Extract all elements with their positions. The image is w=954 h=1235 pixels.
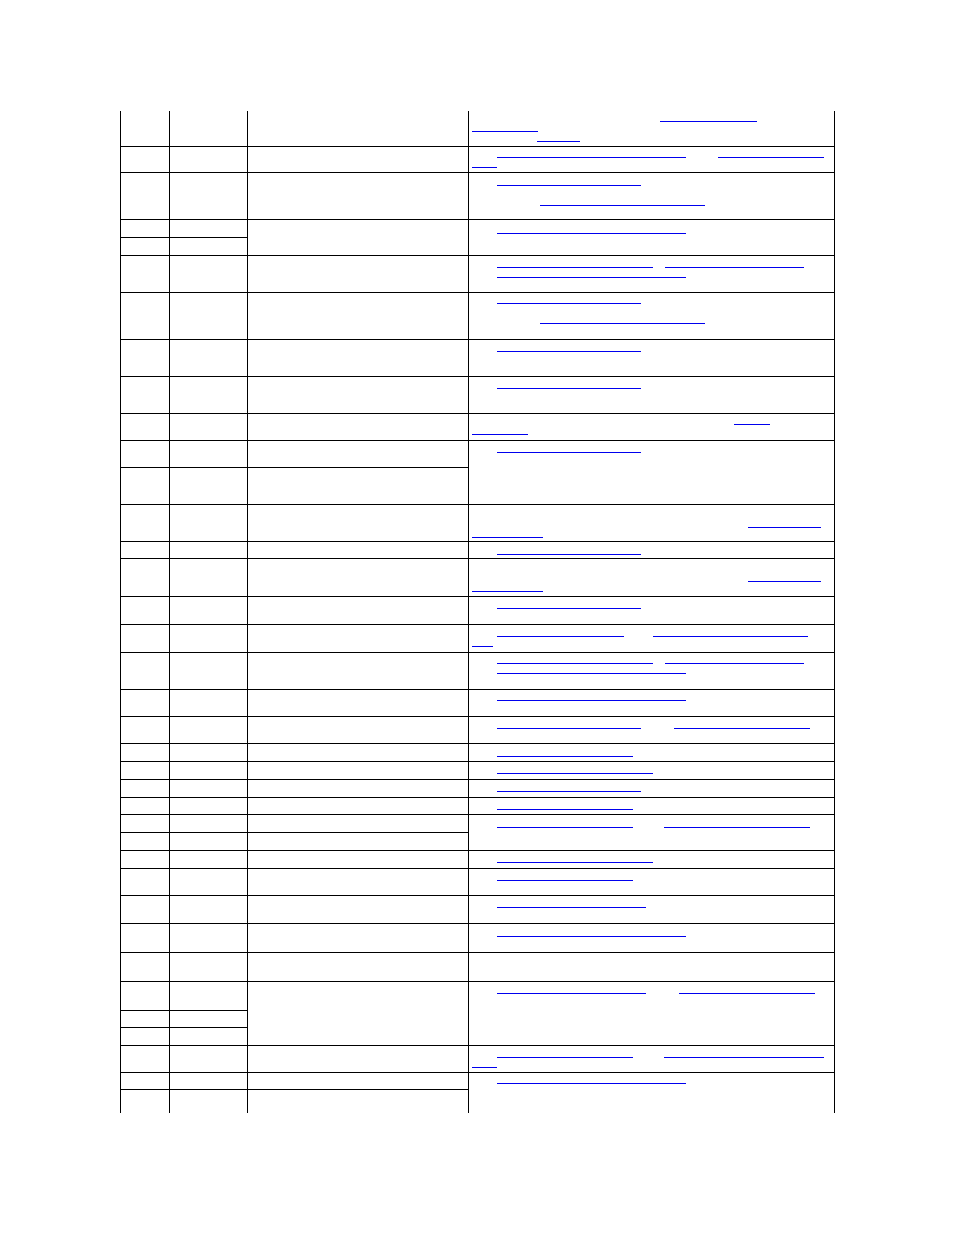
hyperlink[interactable] — [665, 663, 804, 664]
row-rule — [120, 558, 834, 559]
hyperlink[interactable] — [664, 827, 810, 828]
row-rule — [120, 1045, 834, 1046]
row-rule — [120, 146, 834, 147]
row-rule — [120, 923, 834, 924]
row-rule — [120, 504, 834, 505]
column-rule — [834, 111, 835, 1113]
hyperlink[interactable] — [472, 167, 497, 168]
hyperlink[interactable] — [497, 452, 641, 453]
hyperlink[interactable] — [497, 267, 653, 268]
hyperlink[interactable] — [497, 1083, 686, 1084]
hyperlink[interactable] — [665, 267, 804, 268]
row-rule — [120, 981, 834, 982]
hyperlink[interactable] — [497, 554, 641, 555]
hyperlink[interactable] — [674, 728, 810, 729]
row-rule — [120, 1010, 247, 1011]
row-rule — [120, 743, 834, 744]
hyperlink[interactable] — [497, 728, 641, 729]
row-rule — [120, 652, 834, 653]
row-rule — [120, 413, 834, 414]
row-rule — [120, 541, 834, 542]
hyperlink[interactable] — [497, 157, 686, 158]
row-rule — [120, 237, 247, 238]
hyperlink[interactable] — [497, 993, 646, 994]
row-rule — [120, 339, 834, 340]
row-rule — [120, 952, 834, 953]
row-rule — [120, 797, 834, 798]
hyperlink[interactable] — [497, 756, 633, 757]
row-rule — [120, 624, 834, 625]
row-rule — [120, 716, 834, 717]
hyperlink[interactable] — [497, 773, 653, 774]
row-rule — [120, 1027, 247, 1028]
hyperlink[interactable] — [497, 636, 624, 637]
hyperlink[interactable] — [664, 1057, 824, 1058]
row-rule — [120, 814, 834, 815]
row-rule — [120, 1089, 468, 1090]
column-rule — [120, 111, 121, 1113]
hyperlink[interactable] — [497, 608, 641, 609]
row-rule — [120, 255, 834, 256]
row-rule — [120, 689, 834, 690]
hyperlink[interactable] — [497, 862, 653, 863]
row-rule — [120, 895, 834, 896]
hyperlink[interactable] — [497, 809, 633, 810]
hyperlink[interactable] — [748, 581, 821, 582]
hyperlink[interactable] — [497, 233, 686, 234]
row-rule — [120, 761, 834, 762]
hyperlink[interactable] — [472, 646, 493, 647]
row-rule — [120, 219, 834, 220]
hyperlink[interactable] — [472, 131, 538, 132]
hyperlink[interactable] — [497, 663, 653, 664]
column-rule — [169, 111, 170, 1113]
hyperlink[interactable] — [497, 880, 633, 881]
hyperlink[interactable] — [497, 1057, 633, 1058]
row-rule — [120, 376, 834, 377]
row-rule — [120, 467, 468, 468]
hyperlink[interactable] — [497, 351, 641, 352]
hyperlink[interactable] — [537, 141, 580, 142]
hyperlink[interactable] — [472, 434, 528, 435]
row-rule — [120, 850, 834, 851]
row-rule — [120, 1072, 834, 1073]
row-rule — [120, 596, 834, 597]
row-rule — [120, 868, 834, 869]
column-rule — [247, 111, 248, 1113]
hyperlink[interactable] — [540, 205, 705, 206]
hyperlink[interactable] — [748, 527, 821, 528]
hyperlink[interactable] — [472, 537, 543, 538]
hyperlink[interactable] — [497, 907, 646, 908]
hyperlink[interactable] — [472, 591, 543, 592]
hyperlink[interactable] — [660, 121, 757, 122]
hyperlink[interactable] — [472, 1067, 497, 1068]
hyperlink[interactable] — [718, 157, 824, 158]
row-rule — [120, 779, 834, 780]
hyperlink[interactable] — [497, 700, 686, 701]
hyperlink[interactable] — [497, 277, 686, 278]
row-rule — [120, 292, 834, 293]
hyperlink[interactable] — [540, 323, 705, 324]
hyperlink[interactable] — [653, 636, 808, 637]
hyperlink[interactable] — [497, 791, 641, 792]
hyperlink[interactable] — [497, 827, 633, 828]
hyperlink[interactable] — [679, 993, 815, 994]
hyperlink[interactable] — [734, 424, 770, 425]
hyperlink[interactable] — [497, 388, 641, 389]
hyperlink[interactable] — [497, 185, 641, 186]
hyperlink[interactable] — [497, 303, 641, 304]
row-rule — [120, 172, 834, 173]
row-rule — [120, 832, 468, 833]
column-rule — [468, 111, 469, 1113]
hyperlink[interactable] — [497, 673, 686, 674]
row-rule — [120, 440, 834, 441]
hyperlink[interactable] — [497, 936, 686, 937]
